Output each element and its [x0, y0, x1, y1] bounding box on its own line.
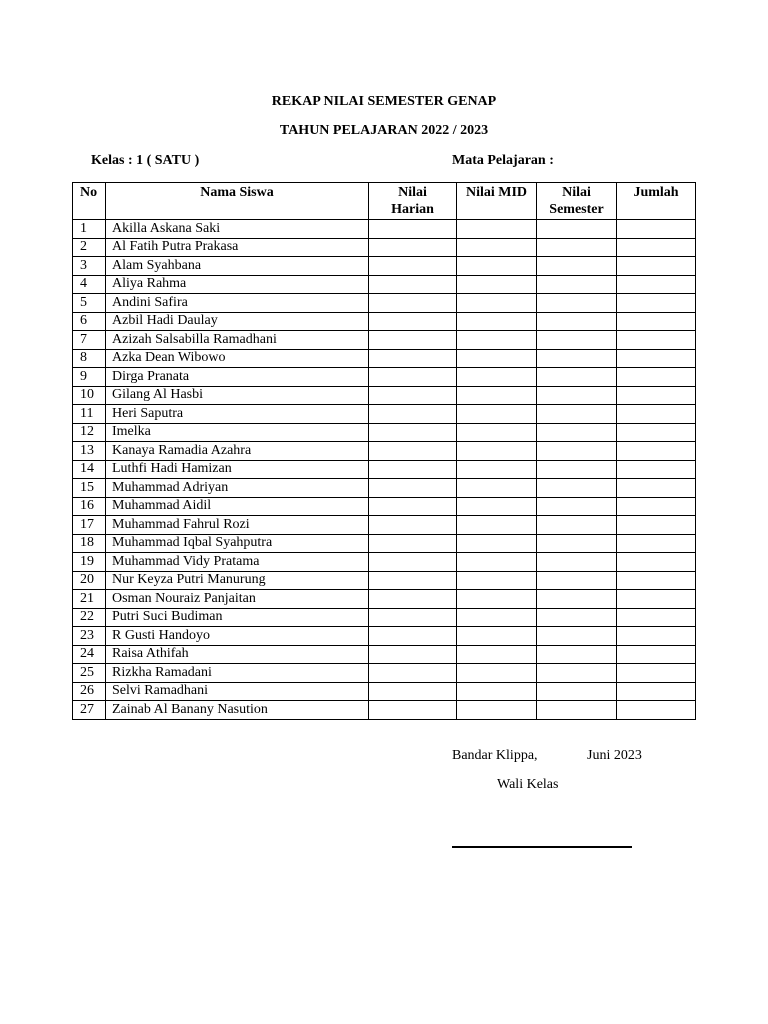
nilai-harian-cell — [369, 571, 457, 590]
student-name-cell: Putri Suci Budiman — [106, 608, 369, 627]
nilai-semester-cell — [537, 701, 617, 720]
nilai-harian-cell — [369, 257, 457, 276]
nilai-harian-cell — [369, 534, 457, 553]
table-row — [73, 405, 696, 424]
jumlah-cell — [617, 553, 696, 572]
nilai-semester-cell — [537, 534, 617, 553]
nilai-mid-cell — [457, 608, 537, 627]
row-number-cell: 9 — [73, 368, 106, 387]
jumlah-cell — [617, 701, 696, 720]
nilai-mid-cell — [457, 479, 537, 498]
mata-pelajaran-label: Mata Pelajaran : — [452, 153, 554, 168]
nilai-harian-cell — [369, 479, 457, 498]
jumlah-cell — [617, 312, 696, 331]
student-name-cell: R Gusti Handoyo — [106, 627, 369, 646]
student-name-cell: Kanaya Ramadia Azahra — [106, 442, 369, 461]
student-name-cell: Osman Nouraiz Panjaitan — [106, 590, 369, 609]
table-row — [73, 645, 696, 664]
nilai-harian-cell — [369, 294, 457, 313]
nilai-harian-cell — [369, 553, 457, 572]
jumlah-cell — [617, 386, 696, 405]
table-row — [73, 386, 696, 405]
nilai-mid-cell — [457, 405, 537, 424]
jumlah-cell — [617, 294, 696, 313]
signature-line — [452, 846, 632, 848]
nilai-mid-cell — [457, 534, 537, 553]
table-row — [73, 312, 696, 331]
nilai-harian-cell — [369, 497, 457, 516]
grades-table-body — [73, 220, 696, 720]
jumlah-cell — [617, 664, 696, 683]
row-number-cell: 23 — [73, 627, 106, 646]
nilai-harian-cell — [369, 701, 457, 720]
row-number-cell: 11 — [73, 405, 106, 424]
jumlah-cell — [617, 590, 696, 609]
table-row — [73, 553, 696, 572]
nilai-mid-cell — [457, 627, 537, 646]
nilai-mid-cell — [457, 442, 537, 461]
jumlah-cell — [617, 627, 696, 646]
student-name-cell: Aliya Rahma — [106, 275, 369, 294]
table-row — [73, 497, 696, 516]
nilai-semester-cell — [537, 608, 617, 627]
row-number-cell: 8 — [73, 349, 106, 368]
row-number-cell: 17 — [73, 516, 106, 535]
jumlah-cell — [617, 534, 696, 553]
row-number-cell: 18 — [73, 534, 106, 553]
header-nilai-semester: Nilai Semester — [549, 185, 604, 217]
row-number-cell: 5 — [73, 294, 106, 313]
header-jumlah: Jumlah — [617, 183, 696, 220]
nilai-semester-cell — [537, 460, 617, 479]
nilai-harian-cell — [369, 349, 457, 368]
row-number-cell: 25 — [73, 664, 106, 683]
nilai-semester-cell — [537, 238, 617, 257]
student-name-cell: Akilla Askana Saki — [106, 220, 369, 239]
nilai-harian-cell — [369, 405, 457, 424]
nilai-mid-cell — [457, 497, 537, 516]
nilai-mid-cell — [457, 368, 537, 387]
nilai-mid-cell — [457, 553, 537, 572]
nilai-semester-cell — [537, 220, 617, 239]
nilai-semester-cell — [537, 405, 617, 424]
nilai-mid-cell — [457, 516, 537, 535]
table-row — [73, 608, 696, 627]
nilai-mid-cell — [457, 386, 537, 405]
nilai-harian-cell — [369, 368, 457, 387]
table-row — [73, 701, 696, 720]
row-number-cell: 16 — [73, 497, 106, 516]
nilai-semester-cell — [537, 479, 617, 498]
header-nilai-harian-cell — [369, 183, 457, 220]
nilai-mid-cell — [457, 645, 537, 664]
nilai-semester-cell — [537, 331, 617, 350]
nilai-semester-cell — [537, 627, 617, 646]
nilai-mid-cell — [457, 257, 537, 276]
student-name-cell: Muhammad Aidil — [106, 497, 369, 516]
table-row — [73, 423, 696, 442]
student-name-cell: Rizkha Ramadani — [106, 664, 369, 683]
nilai-harian-cell — [369, 423, 457, 442]
student-name-cell: Selvi Ramadhani — [106, 682, 369, 701]
header-row — [73, 183, 696, 220]
nilai-harian-cell — [369, 220, 457, 239]
student-name-cell: Muhammad Vidy Pratama — [106, 553, 369, 572]
student-name-cell: Nur Keyza Putri Manurung — [106, 571, 369, 590]
nilai-mid-cell — [457, 238, 537, 257]
row-number-cell: 13 — [73, 442, 106, 461]
table-row — [73, 590, 696, 609]
table-row — [73, 294, 696, 313]
jumlah-cell — [617, 423, 696, 442]
grades-table-header — [73, 183, 696, 220]
jumlah-cell — [617, 275, 696, 294]
header-nama-siswa: Nama Siswa — [106, 183, 369, 220]
jumlah-cell — [617, 460, 696, 479]
nilai-semester-cell — [537, 312, 617, 331]
nilai-mid-cell — [457, 701, 537, 720]
nilai-semester-cell — [537, 257, 617, 276]
student-name-cell: Gilang Al Hasbi — [106, 386, 369, 405]
nilai-mid-cell — [457, 664, 537, 683]
student-name-cell: Muhammad Iqbal Syahputra — [106, 534, 369, 553]
student-name-cell: Raisa Athifah — [106, 645, 369, 664]
nilai-semester-cell — [537, 294, 617, 313]
table-row — [73, 682, 696, 701]
header-nilai-mid: Nilai MID — [457, 183, 537, 220]
nilai-semester-cell — [537, 497, 617, 516]
student-name-cell: Zainab Al Banany Nasution — [106, 701, 369, 720]
footer-date: Juni 2023 — [587, 748, 642, 763]
nilai-harian-cell — [369, 275, 457, 294]
jumlah-cell — [617, 571, 696, 590]
table-row — [73, 368, 696, 387]
row-number-cell: 6 — [73, 312, 106, 331]
nilai-semester-cell — [537, 423, 617, 442]
nilai-harian-cell — [369, 312, 457, 331]
row-number-cell: 4 — [73, 275, 106, 294]
jumlah-cell — [617, 479, 696, 498]
nilai-harian-cell — [369, 516, 457, 535]
nilai-semester-cell — [537, 664, 617, 683]
nilai-harian-cell — [369, 442, 457, 461]
table-row — [73, 238, 696, 257]
table-row — [73, 331, 696, 350]
nilai-semester-cell — [537, 553, 617, 572]
nilai-mid-cell — [457, 682, 537, 701]
row-number-cell: 12 — [73, 423, 106, 442]
student-name-cell: Andini Safira — [106, 294, 369, 313]
jumlah-cell — [617, 349, 696, 368]
nilai-harian-cell — [369, 238, 457, 257]
nilai-harian-cell — [369, 682, 457, 701]
row-number-cell: 3 — [73, 257, 106, 276]
row-number-cell: 20 — [73, 571, 106, 590]
student-name-cell: Heri Saputra — [106, 405, 369, 424]
jumlah-cell — [617, 238, 696, 257]
nilai-harian-cell — [369, 608, 457, 627]
nilai-semester-cell — [537, 571, 617, 590]
jumlah-cell — [617, 497, 696, 516]
student-name-cell: Luthfi Hadi Hamizan — [106, 460, 369, 479]
jumlah-cell — [617, 608, 696, 627]
header-nilai-harian: Nilai Harian — [391, 185, 434, 217]
row-number-cell: 21 — [73, 590, 106, 609]
nilai-semester-cell — [537, 349, 617, 368]
nilai-mid-cell — [457, 312, 537, 331]
jumlah-cell — [617, 442, 696, 461]
nilai-mid-cell — [457, 294, 537, 313]
row-number-cell: 19 — [73, 553, 106, 572]
nilai-harian-cell — [369, 590, 457, 609]
jumlah-cell — [617, 682, 696, 701]
nilai-mid-cell — [457, 349, 537, 368]
nilai-semester-cell — [537, 368, 617, 387]
page-subtitle: TAHUN PELAJARAN 2022 / 2023 — [279, 123, 489, 138]
nilai-mid-cell — [457, 423, 537, 442]
table-row — [73, 257, 696, 276]
table-row — [73, 460, 696, 479]
table-row — [73, 220, 696, 239]
nilai-semester-cell — [537, 275, 617, 294]
nilai-harian-cell — [369, 627, 457, 646]
page-title: REKAP NILAI SEMESTER GENAP — [271, 94, 497, 109]
row-number-cell: 26 — [73, 682, 106, 701]
table-row — [73, 627, 696, 646]
student-name-cell: Azka Dean Wibowo — [106, 349, 369, 368]
row-number-cell: 14 — [73, 460, 106, 479]
header-no: No — [73, 183, 106, 220]
table-row — [73, 571, 696, 590]
jumlah-cell — [617, 368, 696, 387]
nilai-mid-cell — [457, 331, 537, 350]
row-number-cell: 2 — [73, 238, 106, 257]
grades-table — [72, 182, 696, 720]
header-nilai-semester-cell — [537, 183, 617, 220]
student-name-cell: Alam Syahbana — [106, 257, 369, 276]
footer-role: Wali Kelas — [497, 777, 559, 792]
jumlah-cell — [617, 405, 696, 424]
student-name-cell: Imelka — [106, 423, 369, 442]
row-number-cell: 7 — [73, 331, 106, 350]
nilai-semester-cell — [537, 386, 617, 405]
jumlah-cell — [617, 645, 696, 664]
table-row — [73, 516, 696, 535]
nilai-mid-cell — [457, 275, 537, 294]
row-number-cell: 10 — [73, 386, 106, 405]
student-name-cell: Azizah Salsabilla Ramadhani — [106, 331, 369, 350]
row-number-cell: 24 — [73, 645, 106, 664]
jumlah-cell — [617, 331, 696, 350]
nilai-mid-cell — [457, 571, 537, 590]
table-row — [73, 664, 696, 683]
student-name-cell: Muhammad Fahrul Rozi — [106, 516, 369, 535]
nilai-mid-cell — [457, 590, 537, 609]
kelas-label: Kelas : 1 ( SATU ) — [91, 153, 200, 168]
nilai-semester-cell — [537, 590, 617, 609]
jumlah-cell — [617, 257, 696, 276]
student-name-cell: Al Fatih Putra Prakasa — [106, 238, 369, 257]
nilai-harian-cell — [369, 645, 457, 664]
nilai-semester-cell — [537, 442, 617, 461]
nilai-semester-cell — [537, 645, 617, 664]
student-name-cell: Muhammad Adriyan — [106, 479, 369, 498]
nilai-semester-cell — [537, 682, 617, 701]
table-row — [73, 534, 696, 553]
nilai-harian-cell — [369, 331, 457, 350]
footer-place: Bandar Klippa, — [452, 748, 538, 763]
row-number-cell: 15 — [73, 479, 106, 498]
jumlah-cell — [617, 220, 696, 239]
row-number-cell: 27 — [73, 701, 106, 720]
student-name-cell: Azbil Hadi Daulay — [106, 312, 369, 331]
table-row — [73, 479, 696, 498]
nilai-harian-cell — [369, 460, 457, 479]
table-row — [73, 442, 696, 461]
student-name-cell: Dirga Pranata — [106, 368, 369, 387]
nilai-mid-cell — [457, 460, 537, 479]
table-row — [73, 349, 696, 368]
row-number-cell: 1 — [73, 220, 106, 239]
jumlah-cell — [617, 516, 696, 535]
nilai-mid-cell — [457, 220, 537, 239]
table-row — [73, 275, 696, 294]
row-number-cell: 22 — [73, 608, 106, 627]
nilai-harian-cell — [369, 664, 457, 683]
nilai-semester-cell — [537, 516, 617, 535]
nilai-harian-cell — [369, 386, 457, 405]
